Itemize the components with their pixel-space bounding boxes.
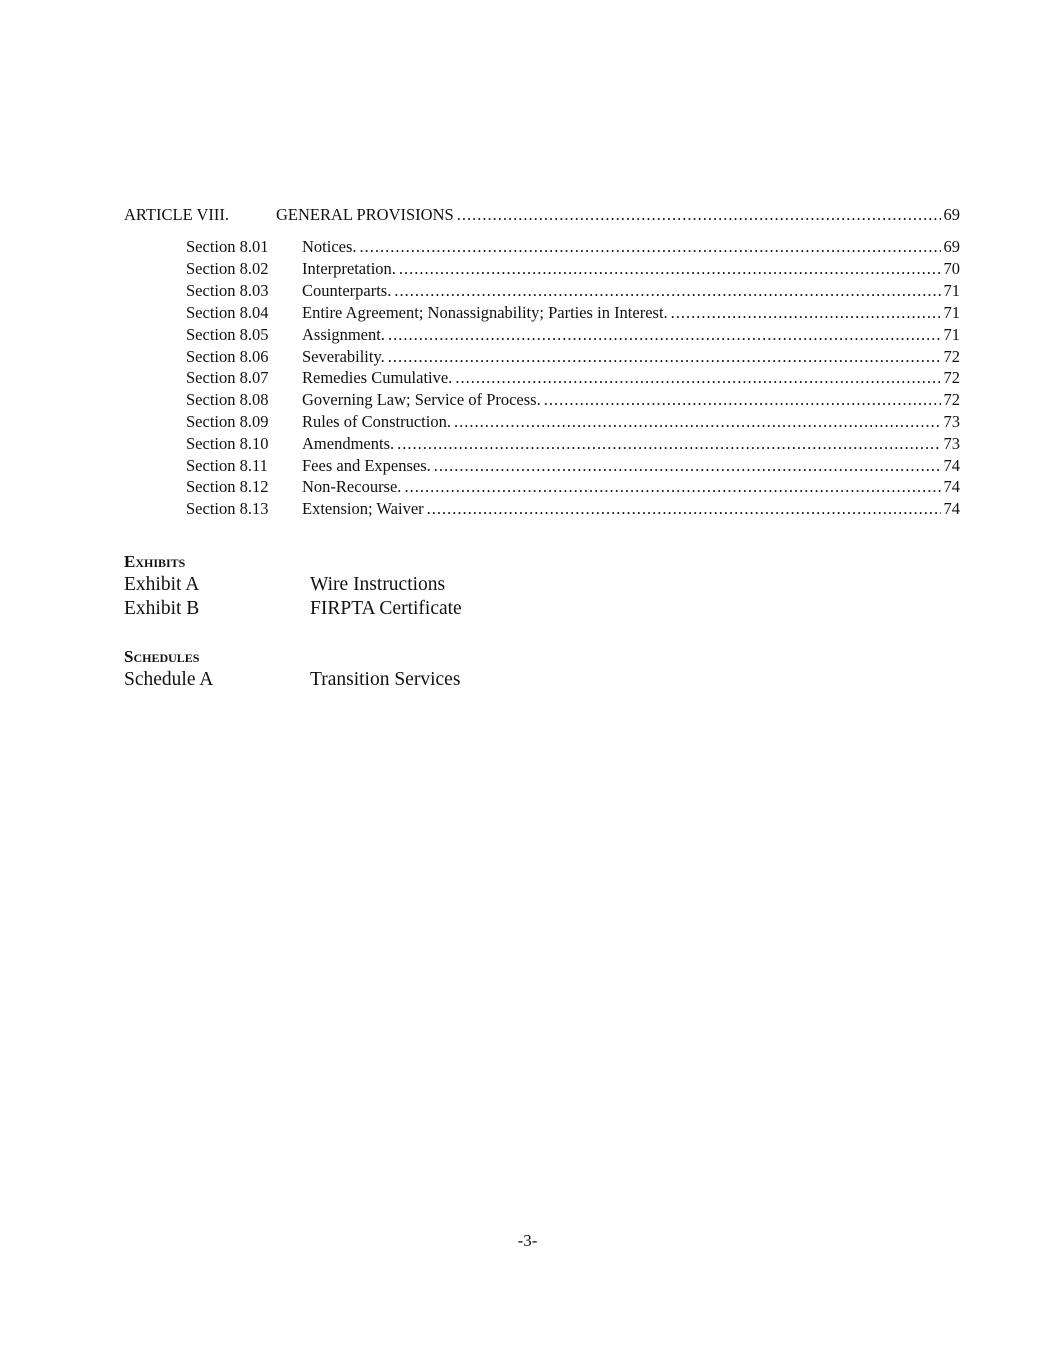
dot-leader	[544, 390, 941, 410]
toc-article-line	[124, 205, 960, 225]
section-title: Amendments.	[302, 434, 395, 453]
section-number: Section 8.01	[186, 237, 269, 256]
exhibit-label: Exhibit A	[124, 574, 200, 595]
section-page-number: 74	[943, 477, 960, 496]
section-page-number: 72	[943, 347, 960, 366]
section-page-number: 71	[943, 303, 960, 322]
dot-leader	[399, 259, 941, 279]
article-page-number: 69	[943, 205, 960, 224]
section-number: Section 8.06	[186, 347, 269, 366]
dot-leader	[671, 303, 941, 323]
section-page-number: 71	[943, 325, 960, 344]
dot-leader	[388, 347, 941, 367]
section-number: Section 8.07	[186, 368, 269, 387]
section-title: Severability.	[302, 347, 385, 366]
toc-section-line	[186, 303, 960, 323]
section-title: Counterparts.	[302, 281, 392, 300]
schedule-row	[124, 668, 460, 692]
section-number: Section 8.08	[186, 390, 269, 409]
exhibit-title: Wire Instructions	[310, 574, 446, 595]
section-title: Notices.	[302, 237, 357, 256]
section-number: Section 8.04	[186, 303, 269, 322]
section-title: Extension; Waiver	[302, 499, 424, 518]
section-number: Section 8.10	[186, 434, 269, 453]
toc-section-line	[186, 237, 960, 257]
dot-leader	[434, 456, 941, 476]
toc-section-line	[186, 456, 960, 476]
section-page-number: 70	[943, 259, 960, 278]
section-title: Remedies Cumulative.	[302, 368, 453, 387]
section-title: Assignment.	[302, 325, 385, 344]
section-page-number: 71	[943, 281, 960, 300]
section-number: Section 8.09	[186, 412, 269, 431]
schedules-heading: Schedules	[124, 647, 200, 666]
section-number: Section 8.02	[186, 259, 269, 278]
exhibit-row	[124, 573, 445, 597]
toc-section-line	[186, 477, 960, 497]
section-title: Fees and Expenses.	[302, 456, 431, 475]
section-title: Governing Law; Service of Process.	[302, 390, 541, 409]
toc-section-line	[186, 281, 960, 301]
section-page-number: 69	[943, 237, 960, 256]
section-number: Section 8.12	[186, 477, 269, 496]
toc-section-line	[186, 390, 960, 410]
dot-leader	[457, 205, 941, 225]
exhibit-label: Exhibit B	[124, 598, 200, 619]
exhibit-title: FIRPTA Certificate	[310, 598, 462, 619]
section-number: Section 8.03	[186, 281, 269, 300]
dot-leader	[454, 412, 941, 432]
schedule-title: Transition Services	[310, 669, 461, 690]
dot-leader	[427, 499, 941, 519]
toc-section-line	[186, 499, 960, 519]
exhibits-heading: Exhibits	[124, 552, 186, 571]
toc-section-line	[186, 434, 960, 454]
section-page-number: 73	[943, 412, 960, 431]
section-title: Non-Recourse.	[302, 477, 402, 496]
section-title: Rules of Construction.	[302, 412, 451, 431]
section-page-number: 73	[943, 434, 960, 453]
toc-section-line	[186, 259, 960, 279]
article-title: GENERAL PROVISIONS	[276, 205, 454, 224]
section-page-number: 74	[943, 499, 960, 518]
section-page-number: 74	[943, 456, 960, 475]
page-number-footer: -3-	[517, 1231, 538, 1250]
dot-leader	[455, 368, 940, 388]
toc-section-line	[186, 347, 960, 367]
section-page-number: 72	[943, 390, 960, 409]
section-title: Entire Agreement; Nonassignability; Parties in Interest.	[302, 303, 668, 322]
dot-leader	[404, 477, 940, 497]
dot-leader	[360, 237, 941, 257]
toc-section-line	[186, 368, 960, 388]
toc-section-line	[186, 325, 960, 345]
section-page-number: 72	[943, 368, 960, 387]
dot-leader	[397, 434, 940, 454]
dot-leader	[394, 281, 940, 301]
exhibit-row	[124, 597, 462, 621]
toc-section-line	[186, 412, 960, 432]
schedule-label: Schedule A	[124, 669, 214, 690]
section-title: Interpretation.	[302, 259, 396, 278]
section-number: Section 8.05	[186, 325, 269, 344]
section-number: Section 8.11	[186, 456, 268, 475]
section-number: Section 8.13	[186, 499, 269, 518]
article-number: ARTICLE VIII.	[124, 205, 230, 224]
dot-leader	[388, 325, 941, 345]
